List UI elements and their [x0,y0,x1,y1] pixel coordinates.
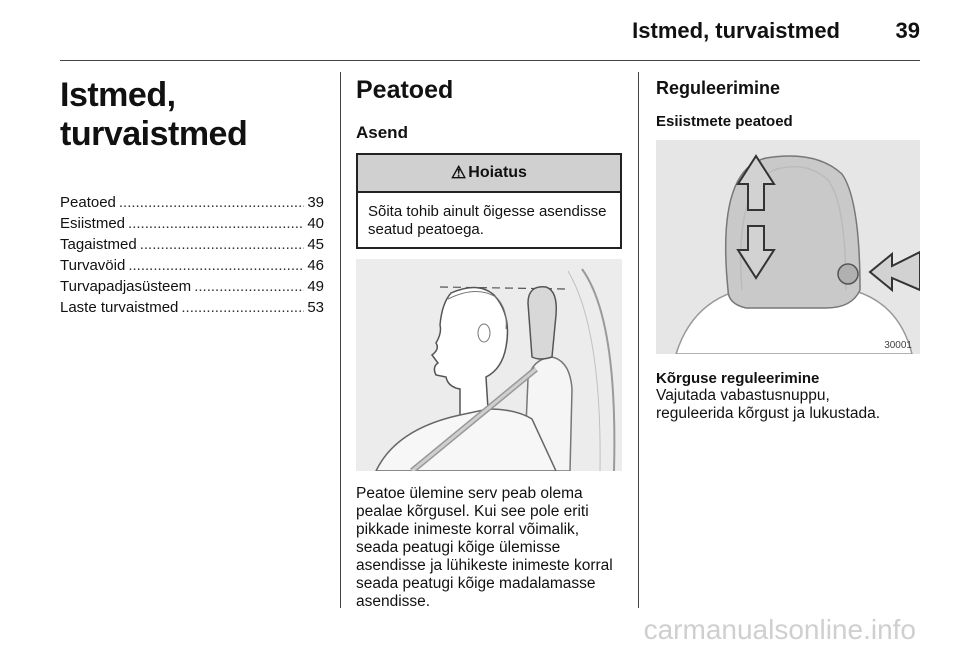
page-number: 39 [895,18,920,43]
warning-header [358,155,620,193]
toc-entry-title: Turvapadjasüsteem [60,278,192,295]
headrest-section [356,62,622,611]
toc-entry[interactable] [60,236,324,257]
toc-entry[interactable] [60,215,324,236]
toc-entry-title: Esiistmed [60,215,126,232]
toc-entry-page: 45 [307,236,324,253]
toc-entry[interactable] [60,299,324,320]
toc-entry-page: 40 [307,215,324,232]
warning-text: Sõita tohib ainult õigesse asendisse seatud peatoega. [368,203,607,238]
adjustment-section [656,62,920,423]
running-header-title: Istmed, turvaistmed [632,18,840,43]
toc-entry[interactable] [60,194,324,215]
warning-triangle-icon: ⚠ [451,163,467,182]
chapter-column [60,62,324,320]
column-divider [638,72,639,608]
toc-entry-page: 39 [307,194,324,211]
section-body: Peatoe ülemine serv peab olema pealae kõrgusel. Kui see pole eriti pikkade inimeste korral võimalik, seada peatugi kõige ülemisse asendisse ja lühikeste inimeste korral seada peatugi kõige madalamasse asendisse. [356,485,613,610]
chapter-title: Istmed, turvaistmed [60,76,248,153]
toc-entry-title: Tagaistmed [60,236,137,253]
toc-entry-title: Peatoed [60,194,116,211]
toc-entry-title: Turvavöid [60,257,126,274]
toc-entry-title: Laste turvaistmed [60,299,179,316]
toc-entry-page: 49 [307,278,324,295]
section-title: Peatoed [356,76,454,104]
table-of-contents [60,194,324,320]
section-subtitle: Asend [356,123,408,142]
figure-code: 30001 [884,340,912,351]
height-adjust-title: Kõrguse reguleerimine [656,370,820,387]
toc-entry[interactable] [60,257,324,278]
warning-title: Hoiatus [468,164,527,181]
column-divider [340,72,341,608]
headrest-position-illustration [356,259,622,471]
toc-entry[interactable] [60,278,324,299]
watermark: carmanualsonline.info [643,614,916,645]
toc-entry-page: 53 [307,299,324,316]
toc-entry-page: 46 [307,257,324,274]
front-headrest-illustration [656,140,920,354]
warning-box [356,153,622,249]
adjustment-title: Reguleerimine [656,78,781,98]
adjustment-subtitle: Esiistmete peatoed [656,113,793,130]
header-divider [60,60,920,61]
height-adjust-text: Vajutada vabastusnuppu, reguleerida kõrgust ja lukustada. [656,387,881,422]
